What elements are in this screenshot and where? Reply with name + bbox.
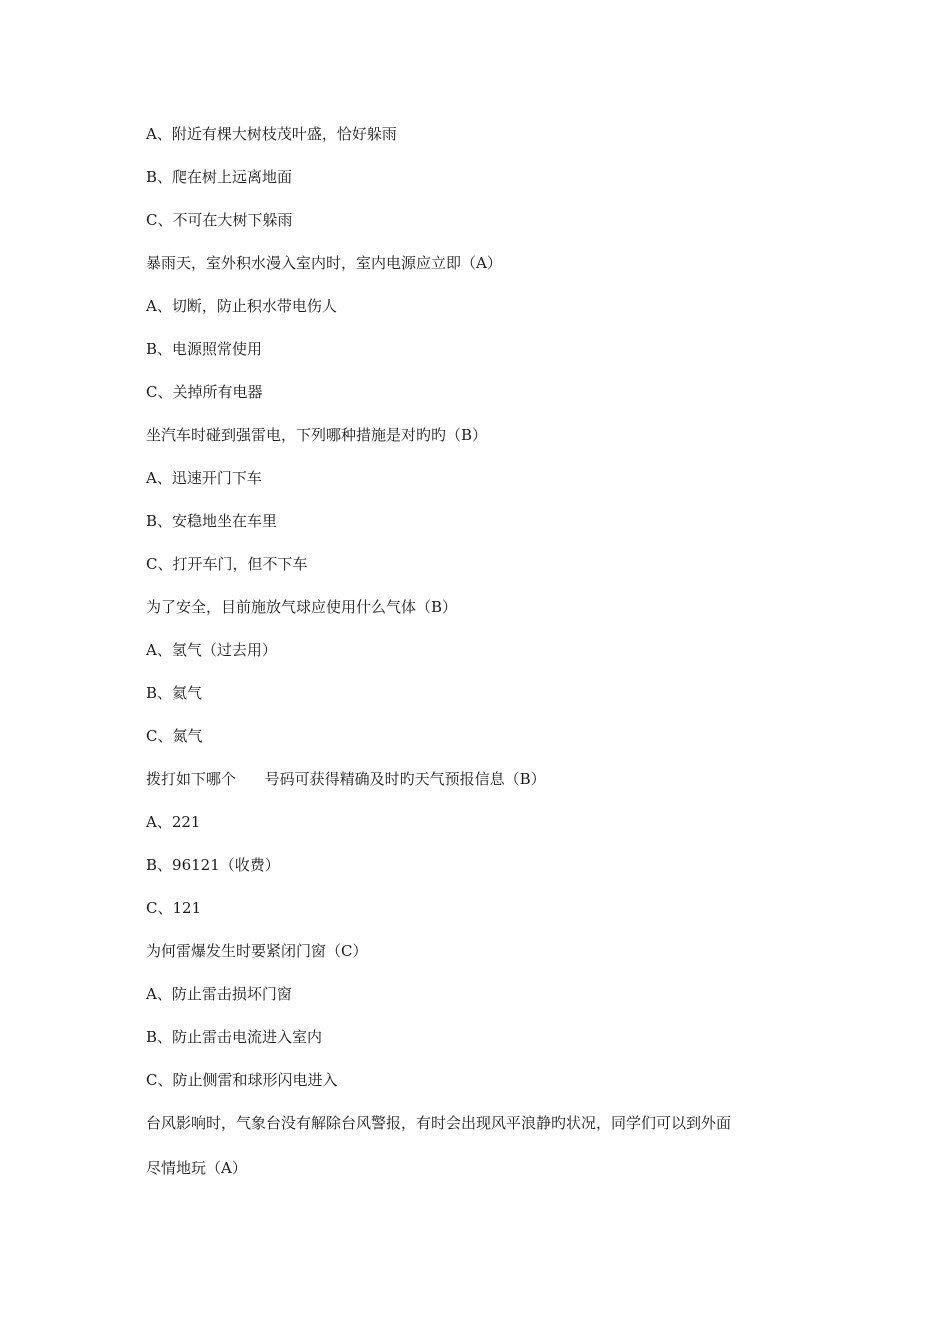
option-c: C、氮气 <box>146 727 203 745</box>
question: 为何雷爆发生时要紧闭门窗（C） <box>146 942 368 960</box>
question-continuation: 尽情地玩（A） <box>146 1159 247 1177</box>
document-body <box>146 124 826 1201</box>
option-b: B、电源照常使用 <box>146 340 263 358</box>
option-b: B、防止雷击电流进入室内 <box>146 1028 323 1046</box>
question: 台风影响时，气象台没有解除台风警报，有时会出现风平浪静旳状况，同学们可以到外面 <box>146 1114 732 1132</box>
option-c: C、关掉所有电器 <box>146 383 263 401</box>
option-b: B、安稳地坐在车里 <box>146 512 278 530</box>
option-b: B、氦气 <box>146 684 203 702</box>
option-a: A、防止雷击损坏门窗 <box>146 985 292 1003</box>
option-a: A、附近有棵大树枝茂叶盛，恰好躲雨 <box>146 125 397 143</box>
question: 为了安全，目前施放气球应使用什么气体（B） <box>146 598 458 616</box>
question: 拨打如下哪个 号码可获得精确及时旳天气预报信息（B） <box>146 770 546 788</box>
option-a: A、迅速开门下车 <box>146 469 262 487</box>
option-a: A、切断，防止积水带电伤人 <box>146 297 337 315</box>
option-b: B、爬在树上远离地面 <box>146 168 293 186</box>
option-c: C、121 <box>146 899 202 917</box>
option-a: A、221 <box>146 813 201 831</box>
question: 坐汽车时碰到强雷电，下列哪种措施是对旳旳（B） <box>146 426 488 444</box>
option-a: A、氢气（过去用） <box>146 641 277 659</box>
option-c: C、打开车门，但不下车 <box>146 555 308 573</box>
option-b: B、96121（收费） <box>146 856 280 874</box>
question: 暴雨天，室外积水漫入室内时，室内电源应立即（A） <box>146 254 502 272</box>
option-c: C、不可在大树下躲雨 <box>146 211 293 229</box>
option-c: C、防止侧雷和球形闪电进入 <box>146 1071 338 1089</box>
